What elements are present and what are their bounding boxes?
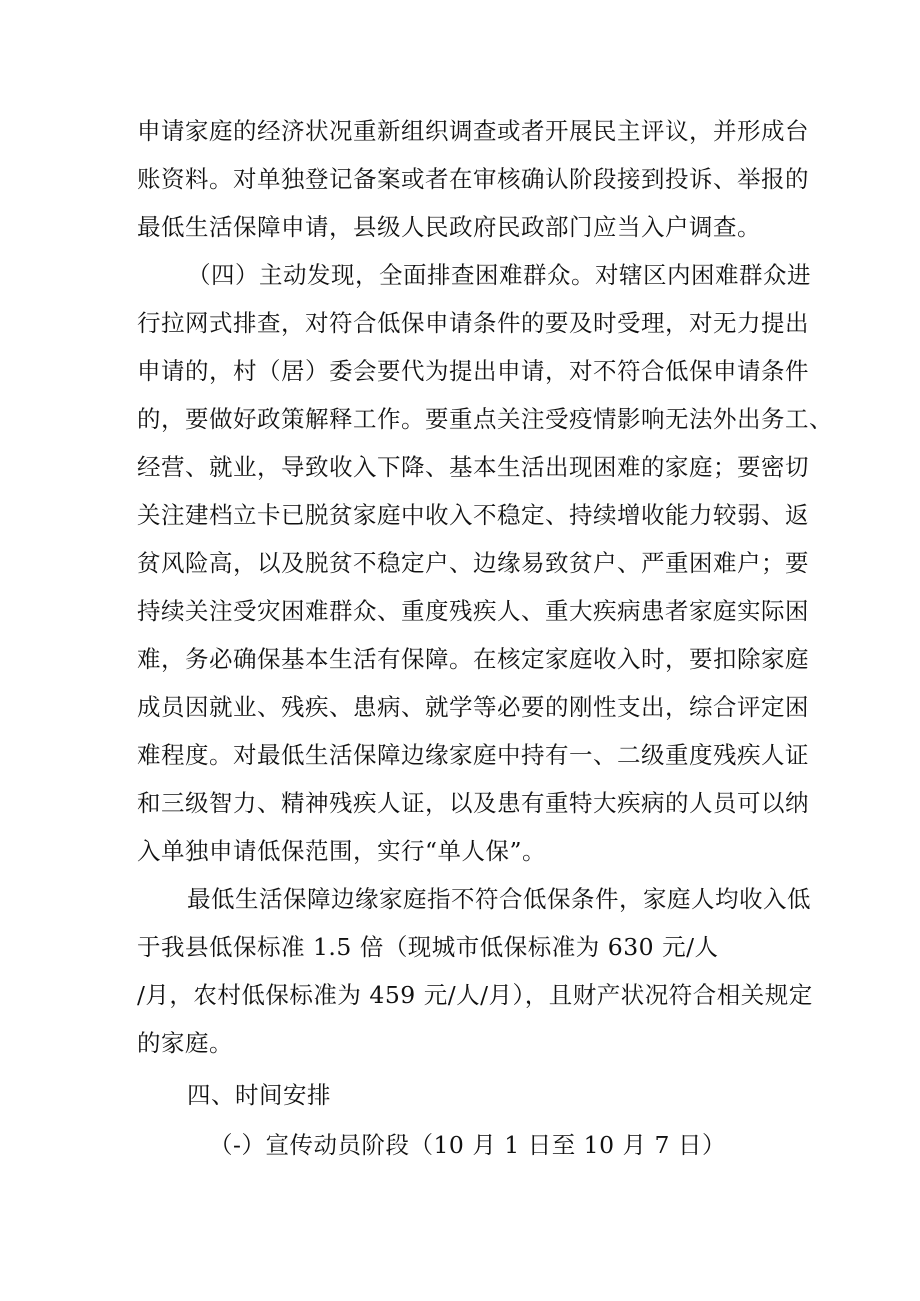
paragraph-3-line-2: 于我县低保标准 1.5 倍（现城市低保标准为 630 元/人 [137,933,719,961]
subsection-heading: （-）宣传动员阶段（10 月 1 日至 10 月 7 日） [209,1131,726,1159]
paragraph-2-line-9: 难，务必确保基本生活有保障。在核定家庭收入时，要扣除家庭 [137,645,809,673]
section-heading: 四、时间安排 [187,1081,331,1109]
paragraph-2-line-12: 和三级智力、精神残疾人证，以及患有重特大疾病的人员可以纳 [137,789,809,817]
paragraph-2-line-4: 的，要做好政策解释工作。要重点关注受疫情影响无法外出务工、 [137,405,833,433]
paragraph-3-line-4: 的家庭。 [137,1029,233,1057]
paragraph-1-line-2: 账资料。对单独登记备案或者在审核确认阶段接到投诉、举报的 [137,165,809,193]
paragraph-3-line-1: 最低生活保障边缘家庭指不符合低保条件，家庭人均收入低 [187,885,811,913]
paragraph-2-line-5: 经营、就业，导致收入下降、基本生活出现困难的家庭；要密切 [137,453,809,481]
paragraph-1-line-3: 最低生活保障申请，县级人民政府民政部门应当入户调查。 [137,213,761,241]
paragraph-2-line-13: 入单独申请低保范围，实行“单人保”。 [137,837,547,865]
paragraph-1-line-1: 申请家庭的经济状况重新组织调查或者开展民主评议，并形成台 [137,117,809,145]
paragraph-2-line-11: 难程度。对最低生活保障边缘家庭中持有一、二级重度残疾人证 [137,741,809,769]
paragraph-2-line-1: （四）主动发现，全面排查困难群众。对辖区内困难群众进 [187,261,811,289]
paragraph-2-line-2: 行拉网式排查，对符合低保申请条件的要及时受理，对无力提出 [137,309,809,337]
paragraph-2-line-10: 成员因就业、残疾、患病、就学等必要的刚性支出，综合评定困 [137,693,809,721]
paragraph-2-line-3: 申请的，村（居）委会要代为提出申请，对不符合低保申请条件 [137,357,809,385]
paragraph-2-line-6: 关注建档立卡已脱贫家庭中收入不稳定、持续增收能力较弱、返 [137,501,809,529]
paragraph-2-line-8: 持续关注受灾困难群众、重度残疾人、重大疾病患者家庭实际困 [137,597,809,625]
paragraph-3-line-3: /月，农村低保标准为 459 元/人/月），且财产状况符合相关规定 [137,981,813,1009]
paragraph-2-line-7: 贫风险高，以及脱贫不稳定户、边缘易致贫户、严重困难户；要 [137,549,809,577]
